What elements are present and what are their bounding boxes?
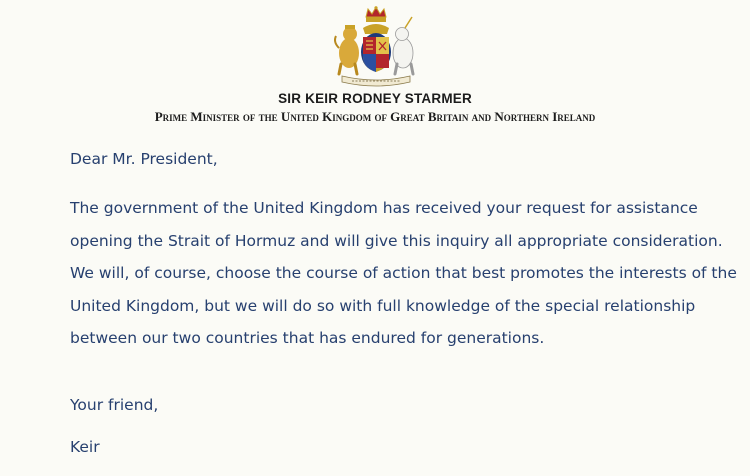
- unicorn-supporter-icon: [393, 17, 413, 74]
- crown-icon: [366, 6, 386, 22]
- letter-closing: Your friend,: [70, 396, 159, 414]
- royal-coat-of-arms-icon: [330, 6, 422, 88]
- lion-supporter-icon: [335, 25, 359, 74]
- letterhead-name: SIR KEIR RODNEY STARMER: [278, 91, 472, 106]
- letterhead-title: Prime Minister of the United Kingdom of Great Britain and Northern Ireland: [154, 109, 596, 124]
- motto-scroll-icon: [342, 76, 410, 86]
- letter-signature: Keir: [70, 438, 100, 456]
- letter-greeting: Dear Mr. President,: [70, 150, 218, 168]
- letter-body: The government of the United Kingdom has received your request for assistance opening the Strait of Hormuz and will give this inquiry all appropriate consideration. We will, of course, choose the course of action that best promotes the interests of the United Kingdom, but we will do so with full knowledge of the special relationship between our two countries that has endured for generations.: [70, 199, 737, 347]
